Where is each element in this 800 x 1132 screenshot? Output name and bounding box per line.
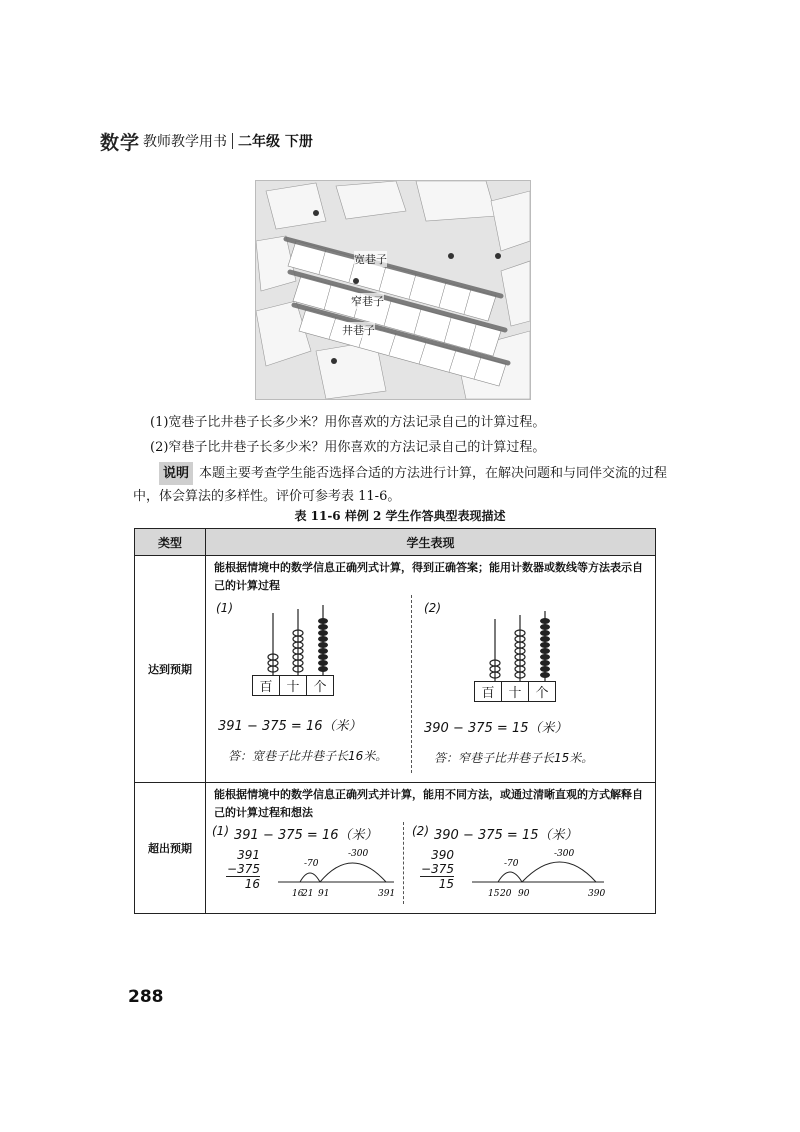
- work-2-number: (2): [424, 601, 441, 615]
- work-1-vertical: [226, 848, 260, 891]
- abacus-label-hundreds: 百: [475, 682, 502, 701]
- row-type: 达到预期: [135, 556, 206, 783]
- question-1: (1)宽巷子比井巷子长多少米？用你喜欢的方法记录自己的计算过程。: [150, 415, 546, 430]
- table-caption: 表 11-6 样例 2 学生作答典型表现描述: [294, 509, 506, 523]
- note-text: 本题主要考查学生能否选择合适的方法进行计算，在解决问题和与同伴交流的过程中，体会算法的多样性。评价可参考表 11-6。: [133, 466, 668, 504]
- teacher-note: [133, 462, 671, 508]
- work-2-number-line: [468, 844, 608, 904]
- note-tag: 说明: [159, 462, 193, 485]
- book-title: 教师教学用书: [143, 134, 228, 150]
- abacus-label-ones: 个: [313, 680, 327, 695]
- header-divider: [232, 133, 233, 149]
- vertical-sub: −375: [227, 862, 260, 876]
- map-label-well: 井巷子: [342, 324, 375, 337]
- work-1-number: (1): [216, 601, 233, 615]
- work-1-equation: 391 − 375 = 16（米）: [234, 828, 378, 843]
- performance-table: [134, 528, 656, 914]
- work-1-abacus-labels: [252, 675, 334, 696]
- work-1-number-line: [274, 844, 398, 904]
- tick-label: 91: [318, 889, 330, 899]
- tick-label: 390: [588, 889, 606, 899]
- jump-label: -300: [348, 849, 369, 859]
- work-2-answer: 答：窄巷子比井巷子长15米。: [434, 751, 594, 765]
- subject-title: 数学: [100, 131, 141, 154]
- table-row: [135, 783, 656, 914]
- work-2-equation: 390 − 375 = 15（米）: [424, 721, 568, 736]
- tick-label: 90: [518, 889, 530, 899]
- street-map: [255, 180, 531, 400]
- map-label-wide: 宽巷子: [354, 253, 387, 266]
- grade-label: 二年级 下册: [238, 134, 313, 150]
- student-work: [206, 822, 655, 910]
- vertical-sub: −375: [421, 862, 454, 876]
- student-work: [206, 595, 655, 779]
- jump-label: -70: [504, 859, 519, 869]
- jump-label: -300: [554, 849, 575, 859]
- row-content: [206, 556, 656, 783]
- table-row: [135, 556, 656, 783]
- tick-label: 15: [488, 889, 500, 899]
- running-header: [100, 128, 313, 154]
- row-description: 能根据情境中的数学信息正确列式计算，得到正确答案；能用计数器或数线等方法表示自己的计算过程: [214, 561, 643, 592]
- work-1-equation: 391 − 375 = 16（米）: [218, 719, 362, 734]
- abacus-label-tens: 十: [280, 676, 307, 695]
- row-description: 能根据情境中的数学信息正确列式并计算，能用不同方法，或通过清晰直观的方式解释自己的计算过程和想法: [214, 788, 643, 819]
- tick-label: 16: [292, 889, 304, 899]
- vertical-top: 391: [237, 848, 260, 862]
- header-performance: 学生表现: [206, 529, 656, 556]
- work-1-answer: 答：宽巷子比井巷子长16米。: [228, 749, 388, 763]
- abacus-label-tens: 十: [502, 682, 529, 701]
- map-label-narrow: 窄巷子: [351, 295, 384, 308]
- work-1-number: (1): [212, 824, 229, 838]
- work-2-number: (2): [412, 824, 429, 838]
- vertical-result: 15: [438, 877, 454, 891]
- work-2-vertical: [420, 848, 454, 891]
- tick-label: 21: [302, 889, 314, 899]
- tick-label: 391: [378, 889, 396, 899]
- work-2-abacus-labels: [474, 681, 556, 702]
- vertical-top: 390: [431, 848, 454, 862]
- work-2-equation: 390 − 375 = 15（米）: [434, 828, 578, 843]
- vertical-result: 16: [244, 877, 260, 891]
- abacus-label-ones: 个: [535, 686, 549, 701]
- table-header-row: [135, 529, 656, 556]
- tick-label: 20: [500, 889, 512, 899]
- map-graphic: [256, 181, 530, 399]
- question-2: (2)窄巷子比井巷子长多少米？用你喜欢的方法记录自己的计算过程。: [150, 440, 546, 455]
- jump-label: -70: [304, 859, 319, 869]
- abacus-label-hundreds: 百: [253, 676, 280, 695]
- row-content: [206, 783, 656, 914]
- page-number: 288: [128, 987, 164, 1007]
- header-type: 类型: [135, 529, 206, 556]
- row-type: 超出预期: [135, 783, 206, 914]
